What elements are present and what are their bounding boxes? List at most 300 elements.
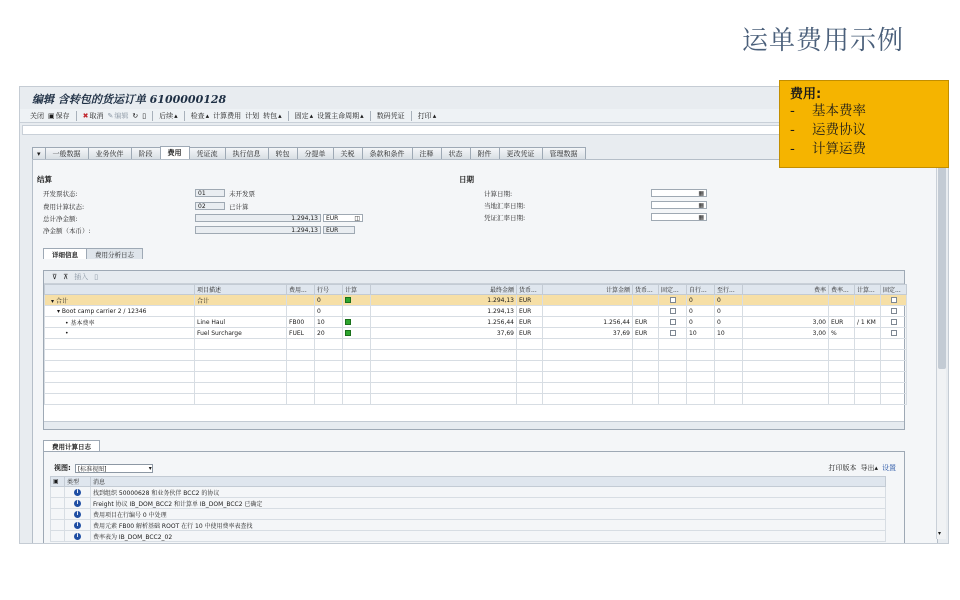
currency-cell-text: EUR (519, 296, 532, 304)
rate-cell[interactable] (743, 317, 829, 328)
calendar-icon[interactable]: ▦ (698, 189, 704, 197)
empty-cell (45, 350, 195, 361)
calc-unit-cell[interactable] (855, 306, 881, 317)
tab-subcontract[interactable]: 转包 (268, 147, 298, 159)
total-net-label: 总计净金额: (43, 215, 78, 223)
checkbox[interactable] (670, 297, 676, 303)
invoice-status-label: 开发票状态: (43, 190, 78, 198)
log-message-cell: Freight 协议 IB_DOM_BCC2 和计算单 IB_DOM_BCC2 已确定 (91, 498, 886, 509)
empty-cell (687, 361, 715, 372)
fixed-cell[interactable] (659, 317, 687, 328)
col-charge-type[interactable]: 费用... (287, 285, 315, 295)
col-calculate[interactable]: 计算 (343, 285, 371, 295)
col-final-amount[interactable]: 最终金额 (371, 285, 517, 295)
fixed-2-cell[interactable] (881, 295, 907, 306)
empty-cell (371, 372, 517, 383)
voucher-fx-date-field[interactable] (651, 213, 707, 221)
calc-amount-cell[interactable] (543, 328, 633, 339)
empty-cell (45, 383, 195, 394)
empty-cell (517, 361, 543, 372)
toolbar-separator (288, 111, 289, 121)
subtab-calc-log[interactable]: 费用计算日志 (43, 440, 100, 451)
final-amount-cell[interactable] (371, 306, 517, 317)
empty-cell (881, 372, 907, 383)
from-line-cell[interactable] (687, 295, 715, 306)
table-row[interactable] (45, 317, 907, 328)
calculate-cell[interactable] (343, 295, 371, 306)
line-number-cell-text: 20 (317, 329, 325, 337)
invoice-status-text: 未开发票 (229, 190, 255, 198)
currency-cell-text: EUR (519, 318, 532, 326)
vertical-scrollbar[interactable] (936, 137, 946, 539)
empty-cell (659, 383, 687, 394)
rate-cell[interactable] (743, 306, 829, 317)
empty-cell (687, 339, 715, 350)
tab-menu[interactable] (32, 147, 46, 159)
fix-label: 固定 (294, 111, 309, 120)
description-cell[interactable] (195, 306, 287, 317)
collapse-icon[interactable]: ⊼ (63, 273, 69, 281)
col-calc-amount[interactable]: 计算金额 (543, 285, 633, 295)
empty-cell (543, 350, 633, 361)
to-line-cell-text: 0 (717, 296, 721, 304)
info-icon: i (74, 533, 81, 540)
col-tree[interactable] (45, 285, 195, 295)
scroll-down-icon[interactable]: ▾ (938, 530, 942, 537)
log-select-cell[interactable] (51, 520, 65, 531)
log-type-cell (65, 520, 91, 531)
tab-admin[interactable]: 管理数据 (542, 147, 586, 159)
empty-cell (315, 372, 343, 383)
charges-panel (32, 159, 938, 544)
empty-cell (633, 372, 659, 383)
calc-currency-cell[interactable] (633, 306, 659, 317)
fix-menu[interactable] (295, 111, 314, 121)
check-menu[interactable] (191, 111, 210, 121)
col-message[interactable]: 消息 (91, 477, 886, 487)
empty-cell (881, 394, 907, 405)
table-row[interactable] (45, 328, 907, 339)
tree-cell[interactable] (45, 306, 195, 317)
from-line-cell-text: 0 (689, 296, 693, 304)
log-type-cell (65, 531, 91, 542)
empty-cell (517, 372, 543, 383)
rate-unit-cell[interactable] (829, 295, 855, 306)
log-select-cell[interactable] (51, 531, 65, 542)
rate-unit-cell[interactable] (829, 328, 855, 339)
info-icon: i (74, 500, 81, 507)
status-ok-icon (345, 330, 351, 336)
print-menu[interactable] (418, 111, 437, 121)
save-button[interactable] (48, 111, 70, 121)
callout-heading: 费用: (790, 87, 822, 102)
to-line-cell-text: 10 (717, 329, 725, 337)
log-toolbar (44, 462, 904, 474)
empty-row (45, 350, 907, 361)
voucher-fx-date-label: 凭证汇率日期: (484, 214, 526, 222)
empty-cell (743, 339, 829, 350)
select-all-icon: ▣ (53, 478, 59, 485)
col-fixed[interactable]: 固定... (659, 285, 687, 295)
empty-cell (287, 372, 315, 383)
currency-cell[interactable] (517, 295, 543, 306)
final-amount-cell-text: 37,69 (496, 329, 514, 337)
empty-cell (517, 339, 543, 350)
log-message-cell: 找到组织 50000628 和业务伙伴 BCC2 的协议 (91, 487, 886, 498)
dropdown-icon: ▴ (874, 464, 878, 472)
currency-cell[interactable] (517, 328, 543, 339)
tree-cell[interactable] (45, 328, 195, 339)
currency-cell[interactable] (517, 317, 543, 328)
dropdown-icon: ▴ (309, 111, 314, 120)
calc-amount-cell[interactable] (543, 317, 633, 328)
rate-cell[interactable] (743, 295, 829, 306)
calc-log-panel (43, 451, 905, 544)
tab-partners[interactable]: 业务伙伴 (88, 147, 132, 159)
charge-code-cell-text: FB00 (289, 318, 305, 326)
fixed-cell[interactable] (659, 295, 687, 306)
fixed-cell[interactable] (659, 306, 687, 317)
settings-link[interactable]: 设置 (882, 464, 896, 472)
empty-cell (715, 372, 743, 383)
calc-unit-cell[interactable] (855, 317, 881, 328)
col-type[interactable]: 类型 (65, 477, 91, 487)
view-select[interactable] (75, 464, 153, 473)
print-label: 打印 (417, 111, 432, 120)
to-line-cell[interactable] (715, 306, 743, 317)
tab-attachments[interactable]: 附件 (470, 147, 500, 159)
empty-cell (45, 361, 195, 372)
description-cell[interactable] (195, 317, 287, 328)
cancel-icon: ✖ (82, 111, 89, 120)
col-rate-unit[interactable]: 费率... (829, 285, 855, 295)
description-cell[interactable] (195, 295, 287, 306)
currency-cell[interactable] (517, 306, 543, 317)
callout-item: - 基本费率 (790, 103, 866, 119)
line-number-cell[interactable] (315, 295, 343, 306)
log-row[interactable] (51, 531, 886, 542)
empty-cell (315, 394, 343, 405)
tab-stages[interactable]: 阶段 (131, 147, 161, 159)
empty-cell (343, 339, 371, 350)
empty-cell (687, 372, 715, 383)
empty-row (45, 394, 907, 405)
tree-cell[interactable] (45, 295, 195, 306)
charge-code-cell[interactable] (287, 306, 315, 317)
edit-button[interactable] (108, 111, 129, 121)
empty-cell (287, 339, 315, 350)
empty-cell (659, 394, 687, 405)
from-line-cell[interactable] (687, 328, 715, 339)
edit-label: 编辑 (114, 111, 129, 120)
local-fx-date-label: 当地汇率日期: (484, 202, 526, 210)
data-voucher-button[interactable]: 数码凭证 (376, 111, 405, 120)
charges-grid (43, 270, 905, 430)
tab-change-docs[interactable]: 更改凭证 (499, 147, 543, 159)
empty-cell (659, 372, 687, 383)
copy-button[interactable] (142, 112, 146, 120)
col-description[interactable]: 项目描述 (195, 285, 287, 295)
empty-cell (195, 372, 287, 383)
calc-status-text: 已计算 (229, 203, 249, 211)
log-row[interactable] (51, 487, 886, 498)
calc-unit-cell[interactable] (855, 295, 881, 306)
empty-cell (195, 394, 287, 405)
col-line-number[interactable]: 行号 (315, 285, 343, 295)
toolbar-separator (411, 111, 412, 121)
empty-cell (743, 350, 829, 361)
invoice-status-code[interactable]: 01 (195, 189, 225, 197)
calc-currency-cell[interactable] (633, 295, 659, 306)
callout-item-text: 基本费率 (812, 103, 866, 119)
empty-row (45, 383, 907, 394)
rate-cell[interactable] (743, 328, 829, 339)
callout-item: - 计算运费 (790, 141, 866, 157)
plan-button[interactable]: 计划 (245, 111, 260, 120)
close-button[interactable]: 关闭 (30, 111, 44, 120)
tab-status[interactable]: 状态 (441, 147, 471, 159)
rate-unit-cell[interactable] (829, 306, 855, 317)
empty-cell (287, 350, 315, 361)
refresh-button[interactable] (132, 112, 138, 120)
to-line-cell[interactable] (715, 295, 743, 306)
charge-code-cell[interactable] (287, 295, 315, 306)
calendar-icon[interactable]: ▦ (698, 213, 704, 221)
checkbox[interactable] (670, 330, 676, 336)
total-net-value[interactable]: 1.294,13 (195, 214, 321, 222)
tab-bill-of-lading[interactable]: 分提单 (297, 147, 334, 159)
fixed-2-cell[interactable] (881, 317, 907, 328)
calc-currency-cell[interactable] (633, 317, 659, 328)
checkbox[interactable] (670, 308, 676, 314)
calc-unit-cell-text: / 1 KM (857, 318, 876, 326)
calc-status-label: 费用计算状态: (43, 203, 85, 211)
empty-cell (881, 339, 907, 350)
print-version-button[interactable]: 打印版本 (828, 464, 857, 472)
info-icon: i (74, 511, 81, 518)
subtab-details[interactable]: 详细信息 (43, 248, 87, 259)
log-body (51, 487, 886, 542)
dropdown-icon: ▴ (360, 111, 364, 120)
calc-amount-cell-text: 37,69 (612, 329, 630, 337)
tab-customs[interactable]: 关税 (333, 147, 363, 159)
empty-cell (343, 394, 371, 405)
toolbar-separator (370, 111, 371, 121)
save-label: 保存 (55, 111, 70, 120)
tab-general[interactable]: 一般数据 (45, 147, 89, 159)
log-type-cell (65, 498, 91, 509)
col-currency[interactable]: 货币... (517, 285, 543, 295)
col-calc-unit[interactable]: 计算... (855, 285, 881, 295)
net-local-currency[interactable]: EUR (323, 226, 355, 234)
empty-cell (517, 383, 543, 394)
log-select-cell[interactable] (51, 509, 65, 520)
calculate-cell[interactable] (343, 328, 371, 339)
checkbox[interactable] (891, 308, 897, 314)
info-icon: i (74, 489, 81, 496)
log-type-cell (65, 509, 91, 520)
net-local-value[interactable]: 1.294,13 (195, 226, 321, 234)
checkbox[interactable] (670, 319, 676, 325)
tree-cell-text: ▾ Boot camp carrier 2 / 12346 (57, 307, 147, 315)
charge-code-cell[interactable] (287, 317, 315, 328)
empty-cell (743, 361, 829, 372)
col-to-line[interactable]: 至行... (715, 285, 743, 295)
fixed-2-cell[interactable] (881, 328, 907, 339)
log-row[interactable] (51, 509, 886, 520)
empty-cell (829, 361, 855, 372)
to-line-cell[interactable] (715, 328, 743, 339)
line-number-cell[interactable] (315, 317, 343, 328)
empty-cell (855, 361, 881, 372)
toolbar-separator (76, 111, 77, 121)
description-cell-text: 合计 (197, 297, 210, 305)
log-header-row (51, 477, 886, 487)
calc-amount-cell[interactable] (543, 306, 633, 317)
empty-cell (371, 361, 517, 372)
log-message-cell: 费用元素 FB00 解析基础 ROOT 在行 10 中使用费率表查找 (91, 520, 886, 531)
calc-amount-cell-text: 1.256,44 (603, 318, 630, 326)
description-cell[interactable] (195, 328, 287, 339)
final-amount-cell[interactable] (371, 317, 517, 328)
export-menu[interactable] (860, 463, 878, 473)
empty-cell (715, 339, 743, 350)
to-line-cell-text: 0 (717, 318, 721, 326)
line-number-cell[interactable] (315, 328, 343, 339)
log-select-cell[interactable] (51, 498, 65, 509)
log-row[interactable] (51, 520, 886, 531)
value-help-icon[interactable]: ◫ (354, 214, 360, 222)
tab-notes[interactable]: 注释 (412, 147, 442, 159)
table-row[interactable] (45, 295, 907, 306)
calendar-icon[interactable]: ▦ (698, 201, 704, 209)
subcontract-menu[interactable] (263, 111, 282, 121)
empty-cell (829, 383, 855, 394)
callout-item-text: 运费协议 (812, 122, 866, 138)
empty-cell (829, 372, 855, 383)
total-net-currency[interactable] (323, 214, 363, 222)
to-line-cell[interactable] (715, 317, 743, 328)
from-line-cell-text: 0 (689, 307, 693, 315)
check-label: 检查 (190, 111, 205, 120)
pencil-icon: ✎ (107, 111, 114, 120)
final-amount-cell[interactable] (371, 295, 517, 306)
fixed-2-cell[interactable] (881, 306, 907, 317)
from-line-cell[interactable] (687, 317, 715, 328)
checkbox[interactable] (891, 297, 897, 303)
cancel-button[interactable] (83, 111, 104, 121)
description-cell-text: Line Haul (197, 318, 226, 326)
fixed-cell[interactable] (659, 328, 687, 339)
empty-cell (315, 350, 343, 361)
rate-unit-cell[interactable] (829, 317, 855, 328)
table-row[interactable] (45, 306, 907, 317)
horizontal-scrollbar[interactable] (44, 421, 904, 429)
col-fixed-2[interactable]: 固定... (881, 285, 907, 295)
final-amount-cell[interactable] (371, 328, 517, 339)
calc-cost-button[interactable]: 计算费用 (213, 111, 242, 120)
status-ok-icon (345, 297, 351, 303)
empty-cell (633, 339, 659, 350)
empty-cell (195, 383, 287, 394)
chevron-down-icon: ▾ (148, 464, 152, 472)
tree-cell[interactable] (45, 317, 195, 328)
local-fx-date-field[interactable] (651, 201, 707, 209)
subtab-strip (43, 248, 142, 259)
calc-status-code[interactable]: 02 (195, 202, 225, 210)
empty-cell (371, 339, 517, 350)
calculate-cell[interactable] (343, 317, 371, 328)
followup-menu[interactable] (159, 111, 178, 121)
empty-cell (371, 394, 517, 405)
empty-cell (829, 350, 855, 361)
from-line-cell-text: 10 (689, 329, 697, 337)
calculate-cell[interactable] (343, 306, 371, 317)
calc-unit-cell[interactable] (855, 328, 881, 339)
dropdown-icon: ▴ (205, 111, 210, 120)
set-main-cycle-menu[interactable] (317, 111, 364, 121)
log-message-cell: 费用项目在行编号 0 中处理 (91, 509, 886, 520)
calc-amount-cell[interactable] (543, 295, 633, 306)
calc-currency-cell[interactable] (633, 328, 659, 339)
cost-callout (779, 80, 949, 168)
toolbar-separator (152, 111, 153, 121)
expand-icon[interactable]: ⊽ (52, 273, 58, 281)
checkbox[interactable] (891, 330, 897, 336)
rate-cell-text: 3,00 (812, 329, 826, 337)
tab-docflow[interactable]: 凭证流 (189, 147, 226, 159)
empty-cell (633, 394, 659, 405)
status-ok-icon (345, 319, 351, 325)
col-from-line[interactable]: 自行... (687, 285, 715, 295)
col-select-icon[interactable] (51, 477, 65, 487)
checkbox[interactable] (891, 319, 897, 325)
empty-cell (855, 350, 881, 361)
scrollbar-thumb[interactable] (938, 165, 946, 369)
insert-button[interactable]: 插入 (74, 273, 89, 281)
empty-cell (715, 394, 743, 405)
charge-code-cell[interactable] (287, 328, 315, 339)
dates-heading: 日期 (459, 175, 474, 184)
subtab-analysis-log[interactable]: 费用分析日志 (86, 248, 143, 259)
tab-charges[interactable]: 费用 (160, 146, 190, 159)
tab-execution[interactable]: 执行信息 (225, 147, 269, 159)
from-line-cell[interactable] (687, 306, 715, 317)
empty-row (45, 339, 907, 350)
empty-cell (687, 350, 715, 361)
export-label: 导出 (860, 464, 875, 472)
empty-cell (195, 361, 287, 372)
log-select-cell[interactable] (51, 487, 65, 498)
col-rate[interactable]: 费率 (743, 285, 829, 295)
charge-code-cell-text: FUEL (289, 329, 304, 337)
calc-date-field[interactable] (651, 189, 707, 197)
view-select-value: [标准视图] (77, 465, 107, 473)
copy-row-icon[interactable]: ▯ (94, 273, 99, 281)
cancel-label: 取消 (89, 111, 104, 120)
final-amount-cell-text: 1.256,44 (487, 318, 514, 326)
empty-cell (881, 350, 907, 361)
empty-cell (343, 383, 371, 394)
col-calc-currency[interactable]: 货币... (633, 285, 659, 295)
rate-unit-cell-text: % (831, 329, 837, 337)
tab-terms[interactable]: 条款和条件 (362, 147, 413, 159)
refresh-icon: ↻ (132, 111, 139, 120)
log-row[interactable] (51, 498, 886, 509)
log-table (50, 476, 886, 542)
rate-unit-cell-text: EUR (831, 318, 844, 326)
line-number-cell[interactable] (315, 306, 343, 317)
